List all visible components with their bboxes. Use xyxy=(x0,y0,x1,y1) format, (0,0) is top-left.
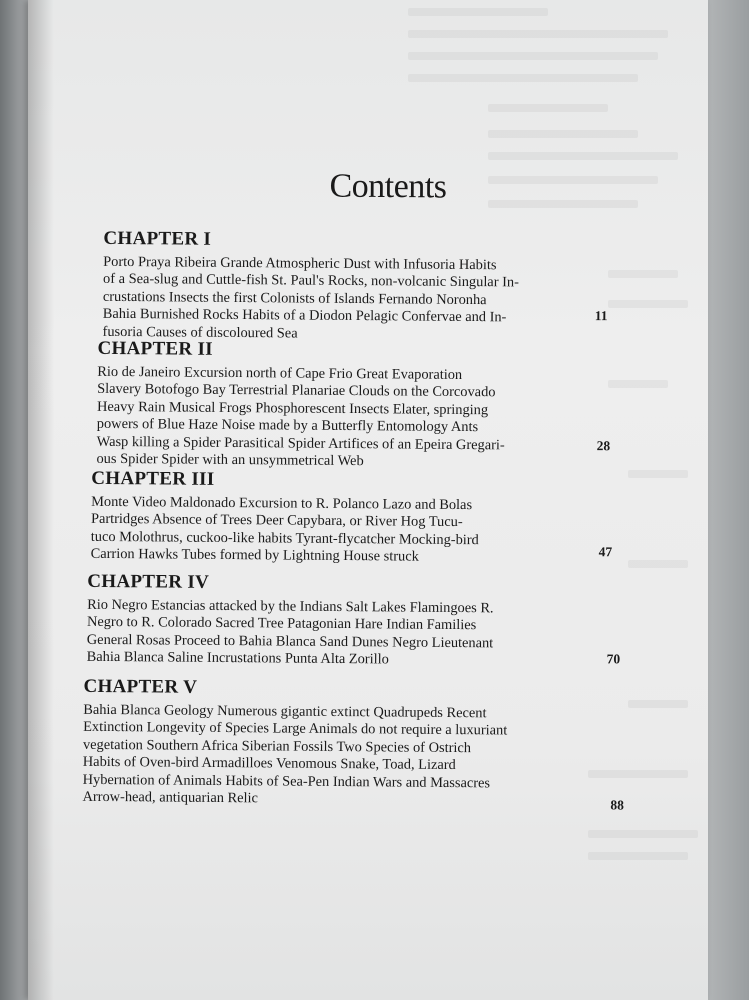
page-number: 70 xyxy=(606,651,621,667)
chapter-4 xyxy=(86,570,621,671)
entry-line: powers of Blue Haze Noise made by a Butterfly Entomology Ants xyxy=(96,416,479,436)
entry-line: Negro to R. Colorado Sacred Tree Patagonian Hare Indian Families xyxy=(86,614,477,634)
entry-line: Rio Negro Estancias attacked by the Indians Salt Lakes Flamingoes R. xyxy=(87,596,494,617)
entry-line: Carrion Hawks Tubes formed by Lightning House struck xyxy=(90,546,419,565)
entry-line: tuco Molothrus, cuckoo-like habits Tyrant-flycatcher Mocking-bird xyxy=(90,528,479,549)
entry-line: Bahia Burnished Rocks Habits of a Diodon Pelagic Confervae and In- xyxy=(102,306,507,326)
entry-line: Porto Praya Ribeira Grande Atmospheric Dust with Infusoria Habits xyxy=(103,253,497,274)
entry-line: Extinction Longevity of Species Large Animals do not require a luxuriant xyxy=(83,719,508,739)
entry-line: Rio de Janeiro Excursion north of Cape Frio Great Evaporation xyxy=(97,363,463,384)
entry-line: Partridges Absence of Trees Deer Capybara, or River Hog Tucu- xyxy=(90,511,463,531)
chapter-heading: CHAPTER V xyxy=(83,675,198,698)
entry-line: Habits of Oven-bird Armadilloes Venomous Snake, Toad, Lizard xyxy=(82,754,456,774)
entry-line: Hybernation of Animals Habits of Sea-Pen Indian Wars and Massacres xyxy=(82,771,491,791)
entry-line: Arrow-head, antiquarian Relic xyxy=(82,788,259,807)
entry-line: vegetation Southern Africa Siberian Fossils Two Species of Ostrich xyxy=(82,736,472,757)
page-title: Contents xyxy=(329,167,447,206)
entry-line: Wasp killing a Spider Parasitical Spider Artifices of an Epeira Gregari- xyxy=(96,433,505,454)
entry-line: Heavy Rain Musical Frogs Phosphorescent Insects Elater, springing xyxy=(96,398,489,419)
chapter-heading: CHAPTER II xyxy=(97,337,214,360)
entry-line: ous Spider Spider with an unsymmetrical Web xyxy=(96,450,364,470)
chapter-heading: CHAPTER IV xyxy=(87,570,210,593)
entry-line: Monte Video Maldonado Excursion to R. Polanco Lazo and Bolas xyxy=(91,493,473,514)
entry-line: fusoria Causes of discoloured Sea xyxy=(102,323,298,342)
spine-shadow xyxy=(28,0,54,1000)
entry-line: crustations Insects the first Colonists of Islands Fernando Noronha xyxy=(102,288,487,308)
entry-line: General Rosas Proceed to Bahia Blanca Sand Dunes Negro Lieutenant xyxy=(86,631,494,652)
entry-line: Bahia Blanca Geology Numerous gigantic extinct Quadrupeds Recent xyxy=(83,701,487,722)
chapter-heading: CHAPTER I xyxy=(103,227,212,250)
entry-line: Slavery Botofogo Bay Terrestrial Planariae Clouds on the Corcovado xyxy=(97,381,496,401)
chapter-5 xyxy=(82,675,625,813)
page-number: 47 xyxy=(598,544,613,560)
book-page xyxy=(28,0,708,1000)
page-number: 28 xyxy=(596,438,611,454)
page-number: 88 xyxy=(610,797,625,813)
entry-line: Bahia Blanca Saline Incrustations Punta Alta Zorillo xyxy=(86,649,389,668)
chapter-3 xyxy=(90,467,613,568)
chapter-heading: CHAPTER III xyxy=(91,467,215,490)
chapter-2 xyxy=(96,337,611,473)
page-number: 11 xyxy=(594,308,608,324)
entry-line: of a Sea-slug and Cuttle-fish St. Paul's Rocks, non-volcanic Singular In- xyxy=(102,271,519,291)
chapter-1 xyxy=(102,227,608,345)
